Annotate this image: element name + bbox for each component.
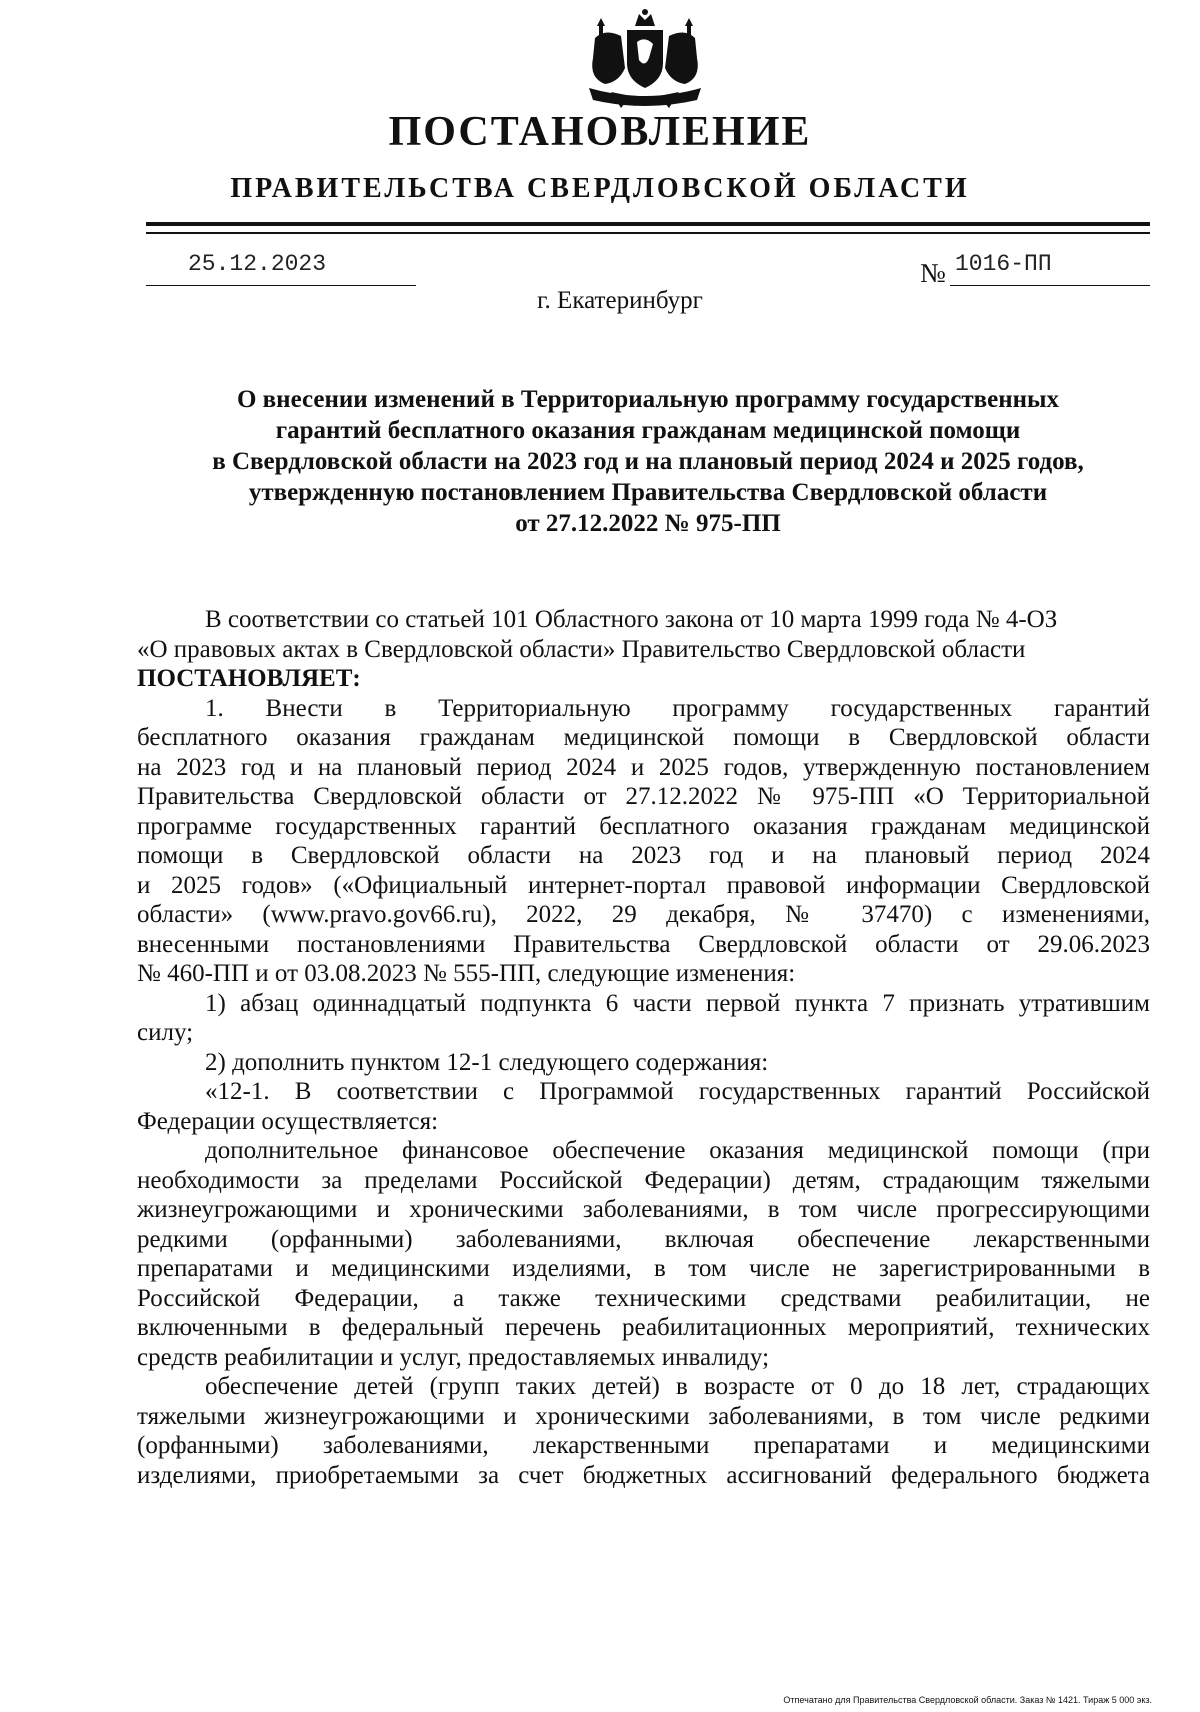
body-line: внесенными постановлениями Правительства Свердловской области от 29.06.2023 xyxy=(137,930,1150,958)
document-number: 1016-ПП xyxy=(955,251,1052,277)
heading-line: от 27.12.2022 № 975-ПП xyxy=(515,510,781,537)
body-line: (орфанными) заболеваниями, лекарственными препаратами и медицинскими xyxy=(137,1432,1150,1459)
heading-line: в Свердловской области на 2023 год и на плановый период 2024 и 2025 годов, xyxy=(212,448,1084,475)
body-line: и 2025 годов» («Официальный интернет-портал правовой информации Свердловской xyxy=(137,871,1150,899)
document-body xyxy=(137,605,1150,1490)
body-line: бесплатного оказания гражданам медицинской помощи в Свердловской области xyxy=(137,724,1150,751)
body-line: Российской Федерации, а также техническими средствами реабилитации, не xyxy=(137,1284,1150,1312)
body-line: редкими (орфанными) заболеваниями, включая обеспечение лекарственными xyxy=(137,1225,1150,1253)
print-footer: Отпечатано для Правительства Свердловской области. Заказ № 1421. Тираж 5 000 экз. xyxy=(783,1695,1152,1705)
body-line: необходимости за пределами Российской Федерации) детям, страдающим тяжелыми xyxy=(137,1166,1150,1194)
body-line: силу; xyxy=(137,1019,194,1046)
issuing-city: г. Екатеринбург xyxy=(537,287,703,314)
heading-line: О внесении изменений в Территориальную программу государственных xyxy=(236,386,1060,413)
body-line: «О правовых актах в Свердловской области» Правительство Свердловской области xyxy=(137,635,1026,663)
document-title: ПОСТАНОВЛЕНИЕ xyxy=(388,109,812,155)
document-date: 25.12.2023 xyxy=(188,251,327,277)
number-field xyxy=(950,249,1150,286)
number-label: № xyxy=(920,258,946,288)
body-line: помощи в Свердловской области на 2023 год и на плановый период 2024 xyxy=(137,842,1150,869)
issuing-authority: ПРАВИТЕЛЬСТВА СВЕРДЛОВСКОЙ ОБЛАСТИ xyxy=(230,173,970,204)
resolution-keyword: ПОСТАНОВЛЯЕТ: xyxy=(137,665,361,692)
body-line: В соответствии со статьей 101 Областного закона от 10 марта 1999 года № 4-ОЗ xyxy=(205,606,1058,633)
heading-line: утвержденную постановлением Правительства Свердловской области xyxy=(248,479,1048,506)
header-divider-thin xyxy=(146,232,1150,234)
body-line: жизнеугрожающими и хроническими заболеваниями, в том числе прогрессирующими xyxy=(137,1196,1150,1223)
date-field xyxy=(146,249,416,286)
body-line: тяжелыми жизнеугрожающими и хроническими заболеваниями, в том числе редкими xyxy=(137,1402,1150,1430)
body-line: включенными в федеральный перечень реабилитационных мероприятий, технических xyxy=(137,1314,1150,1341)
body-line: на 2023 год и на плановый период 2024 и 2025 годов, утвержденную постановлением xyxy=(137,753,1150,781)
header-divider-thick xyxy=(146,222,1150,226)
body-line: программе государственных гарантий бесплатного оказания гражданам медицинской xyxy=(137,812,1150,840)
heading-line: гарантий бесплатного оказания гражданам медицинской помощи xyxy=(275,417,1021,444)
body-line: 1) абзац одиннадцатый подпункта 6 части первой пункта 7 признать утратившим xyxy=(205,989,1150,1017)
body-line: дополнительное финансовое обеспечение оказания медицинской помощи (при xyxy=(205,1137,1150,1164)
document-heading xyxy=(146,384,1150,539)
body-line: области» (www.pravo.gov66.ru), 2022, 29 декабря, № 37470) с изменениями, xyxy=(137,901,1150,928)
body-line: препаратами и медицинскими изделиями, в том числе не зарегистрированными в xyxy=(137,1255,1150,1282)
body-line: обеспечение детей (групп таких детей) в возрасте от 0 до 18 лет, страдающих xyxy=(205,1373,1150,1400)
body-line: Федерации осуществляется: xyxy=(137,1107,439,1135)
body-line: 2) дополнить пунктом 12-1 следующего содержания: xyxy=(205,1048,769,1076)
body-line: средств реабилитации и услуг, предоставляемых инвалиду; xyxy=(137,1343,770,1371)
body-line: Правительства Свердловской области от 27.12.2022 № 975-ПП «О Территориальной xyxy=(137,783,1150,810)
coat-of-arms-emblem xyxy=(575,8,715,113)
body-line: изделиями, приобретаемыми за счет бюджетных ассигнований федерального бюджета xyxy=(137,1461,1150,1489)
body-line: № 460-ПП и от 03.08.2023 № 555-ПП, следующие изменения: xyxy=(137,960,796,987)
body-line: «12-1. В соответствии с Программой государственных гарантий Российской xyxy=(205,1078,1150,1105)
body-line: 1. Внести в Территориальную программу государственных гарантий xyxy=(205,694,1150,722)
